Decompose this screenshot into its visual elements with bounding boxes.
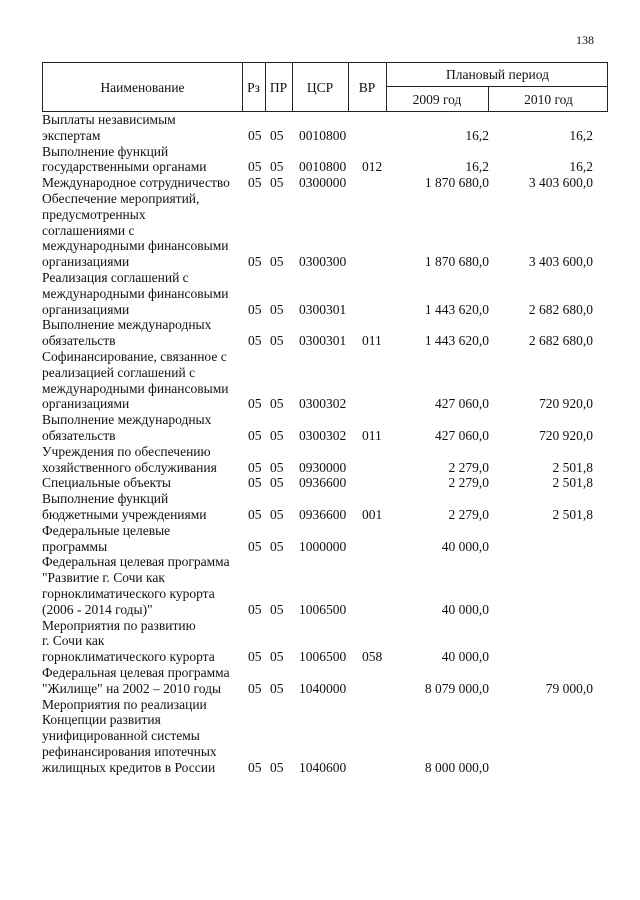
- row-rz: 05: [248, 680, 262, 696]
- row-name-line: международными финансовыми: [42, 285, 229, 301]
- row-csr: 1006500: [299, 649, 347, 665]
- row-value-2009: 40 000,0: [441, 649, 489, 665]
- row-value-2009: 8 079 000,0: [424, 680, 489, 696]
- row-name-line: "Развитие г. Сочи как: [42, 570, 165, 586]
- table-row: [0, 317, 640, 349]
- table-row: [0, 523, 640, 555]
- row-value-2010: 2 501,8: [552, 459, 593, 475]
- header-name: Наименование: [100, 80, 185, 95]
- page-number: 138: [576, 33, 594, 47]
- row-vr: 011: [362, 427, 382, 443]
- row-csr: 1006500: [299, 601, 347, 617]
- row-value-2009: 427 060,0: [435, 427, 489, 443]
- header-divider: [386, 86, 607, 87]
- row-name: [42, 475, 242, 491]
- table-row: [0, 475, 640, 491]
- header-rz: Рз: [247, 80, 260, 95]
- row-pr: 05: [270, 601, 284, 617]
- row-name-line: обязательств: [42, 333, 116, 349]
- row-value-2009: 8 000 000,0: [424, 759, 489, 775]
- row-name: [42, 697, 242, 776]
- row-name-line: рефинансирования ипотечных: [42, 743, 217, 759]
- row-value-2010: 3 403 600,0: [528, 254, 593, 270]
- row-name-line: международными финансовыми: [42, 380, 229, 396]
- row-vr: 001: [362, 506, 383, 522]
- table-row: [0, 618, 640, 665]
- row-pr: 05: [270, 649, 284, 665]
- row-name-line: организациями: [42, 254, 130, 270]
- row-rz: 05: [248, 175, 262, 191]
- row-pr: 05: [270, 759, 284, 775]
- row-name-line: горноклиматического курорта: [42, 585, 215, 601]
- row-pr: 05: [270, 475, 284, 491]
- row-name-line: Выполнение международных: [42, 412, 212, 428]
- header-period: Плановый период: [446, 67, 549, 82]
- row-pr: 05: [270, 396, 284, 412]
- row-rz: 05: [248, 254, 262, 270]
- row-rz: 05: [248, 649, 262, 665]
- row-name-line: (2006 - 2014 годы)": [42, 601, 153, 617]
- row-value-2009: 16,2: [465, 127, 489, 143]
- row-pr: 05: [270, 175, 284, 191]
- row-name-line: Выполнение функций: [42, 491, 169, 507]
- row-pr: 05: [270, 333, 284, 349]
- header-csr: ЦСР: [306, 80, 334, 95]
- row-name: [42, 317, 242, 349]
- row-name-line: международными финансовыми: [42, 238, 229, 254]
- row-pr: 05: [270, 506, 284, 522]
- row-value-2009: 427 060,0: [435, 396, 489, 412]
- row-pr: 05: [270, 538, 284, 554]
- row-name-line: бюджетными учреждениями: [42, 506, 207, 522]
- row-csr: 0300300: [299, 254, 347, 270]
- row-rz: 05: [248, 333, 262, 349]
- row-value-2010: 16,2: [569, 159, 593, 175]
- row-name: [42, 175, 242, 191]
- row-value-2010: 720 920,0: [539, 427, 593, 443]
- row-pr: 05: [270, 680, 284, 696]
- row-rz: 05: [248, 396, 262, 412]
- table-row: [0, 144, 640, 176]
- table-row: [0, 444, 640, 476]
- row-rz: 05: [248, 538, 262, 554]
- row-pr: 05: [270, 459, 284, 475]
- row-name-line: Выполнение международных: [42, 317, 212, 333]
- row-csr: 0930000: [299, 459, 347, 475]
- row-rz: 05: [248, 475, 262, 491]
- row-value-2009: 1 443 620,0: [424, 333, 489, 349]
- row-name-line: экспертам: [42, 127, 101, 143]
- row-name: [42, 665, 242, 697]
- row-name-line: горноклиматического курорта: [42, 649, 215, 665]
- table-row: [0, 112, 640, 144]
- row-csr: 0010800: [299, 127, 347, 143]
- row-name-line: Выплаты независимым: [42, 112, 176, 127]
- row-value-2010: 2 682 680,0: [528, 333, 593, 349]
- row-value-2009: 40 000,0: [441, 601, 489, 617]
- row-name: [42, 412, 242, 444]
- row-vr: 058: [362, 649, 383, 665]
- row-csr: 0300000: [299, 175, 347, 191]
- row-value-2010: 720 920,0: [539, 396, 593, 412]
- row-csr: 0010800: [299, 159, 347, 175]
- row-value-2009: 16,2: [465, 159, 489, 175]
- row-pr: 05: [270, 127, 284, 143]
- row-rz: 05: [248, 506, 262, 522]
- row-name-line: г. Сочи как: [42, 633, 105, 649]
- row-name-line: Учреждения по обеспечению: [42, 443, 211, 459]
- row-vr: 012: [362, 159, 383, 175]
- row-name-line: государственными органами: [42, 159, 207, 175]
- row-rz: 05: [248, 601, 262, 617]
- row-name-line: Специальные объекты: [42, 475, 171, 491]
- row-name-line: организациями: [42, 301, 130, 317]
- header-year-2009: 2009 год: [412, 92, 462, 107]
- row-value-2010: 2 501,8: [552, 475, 593, 491]
- table-row: [0, 554, 640, 617]
- row-value-2009: 40 000,0: [441, 538, 489, 554]
- row-value-2010: 2 501,8: [552, 506, 593, 522]
- row-name-line: хозяйственного обслуживания: [42, 459, 217, 475]
- row-name-line: предусмотренных: [42, 206, 146, 222]
- table-row: [0, 665, 640, 697]
- row-name: [42, 444, 242, 476]
- row-name-line: Концепции развития: [42, 712, 161, 728]
- row-name: [42, 554, 242, 617]
- row-csr: 0936600: [299, 475, 347, 491]
- table-body: [0, 112, 640, 776]
- row-name: [42, 349, 242, 412]
- row-pr: 05: [270, 254, 284, 270]
- row-name: [42, 144, 242, 176]
- row-name: [42, 618, 242, 665]
- row-csr: 1040000: [299, 680, 347, 696]
- row-name-line: обязательств: [42, 427, 116, 443]
- row-pr: 05: [270, 159, 284, 175]
- table-row: [0, 191, 640, 270]
- row-rz: 05: [248, 159, 262, 175]
- row-rz: 05: [248, 427, 262, 443]
- table-row: [0, 491, 640, 523]
- row-name-line: жилищных кредитов в России: [42, 759, 216, 775]
- table-header: [42, 62, 608, 112]
- row-name-line: организациями: [42, 396, 130, 412]
- row-value-2010: 16,2: [569, 127, 593, 143]
- row-name-line: Федеральные целевые: [42, 522, 171, 538]
- row-pr: 05: [270, 427, 284, 443]
- row-name: [42, 112, 242, 144]
- row-name: [42, 523, 242, 555]
- table-row: [0, 412, 640, 444]
- row-pr: 05: [270, 301, 284, 317]
- row-name-line: Софинансирование, связанное с: [42, 348, 227, 364]
- row-name-line: соглашениями с: [42, 222, 135, 238]
- row-name-line: "Жилище" на 2002 – 2010 годы: [42, 680, 222, 696]
- row-name-line: Федеральная целевая программа: [42, 554, 230, 570]
- row-csr: 0936600: [299, 506, 347, 522]
- row-csr: 0300301: [299, 333, 347, 349]
- row-csr: 0300301: [299, 301, 347, 317]
- row-value-2010: 2 682 680,0: [528, 301, 593, 317]
- row-name-line: Мероприятия по реализации: [42, 696, 207, 712]
- row-name: [42, 491, 242, 523]
- table-row: [0, 175, 640, 191]
- row-value-2010: 3 403 600,0: [528, 175, 593, 191]
- row-value-2009: 2 279,0: [448, 459, 489, 475]
- row-vr: 011: [362, 333, 382, 349]
- row-csr: 0300302: [299, 427, 347, 443]
- row-name-line: программы: [42, 538, 108, 554]
- row-csr: 1000000: [299, 538, 347, 554]
- row-rz: 05: [248, 127, 262, 143]
- row-name: [42, 191, 242, 270]
- row-value-2009: 1 870 680,0: [424, 175, 489, 191]
- table-row: [0, 349, 640, 412]
- row-rz: 05: [248, 301, 262, 317]
- table-row: [0, 270, 640, 317]
- table-row: [0, 697, 640, 776]
- row-csr: 1040600: [299, 759, 347, 775]
- row-value-2010: 79 000,0: [545, 680, 593, 696]
- row-rz: 05: [248, 459, 262, 475]
- row-csr: 0300302: [299, 396, 347, 412]
- header-pr: ПР: [269, 80, 288, 95]
- row-value-2009: 2 279,0: [448, 475, 489, 491]
- row-name-line: реализацией соглашений с: [42, 364, 196, 380]
- row-value-2009: 1 870 680,0: [424, 254, 489, 270]
- row-name-line: Международное сотрудничество: [42, 175, 230, 191]
- row-value-2009: 1 443 620,0: [424, 301, 489, 317]
- row-rz: 05: [248, 759, 262, 775]
- row-name-line: Обеспечение мероприятий,: [42, 190, 200, 206]
- row-name-line: Выполнение функций: [42, 143, 169, 159]
- row-value-2009: 2 279,0: [448, 506, 489, 522]
- header-vr: ВР: [358, 80, 376, 95]
- row-name-line: Федеральная целевая программа: [42, 664, 230, 680]
- row-name: [42, 270, 242, 317]
- row-name-line: Мероприятия по развитию: [42, 617, 196, 633]
- row-name-line: унифицированной системы: [42, 728, 200, 744]
- header-year-2010: 2010 год: [524, 92, 573, 107]
- row-name-line: Реализация соглашений с: [42, 269, 189, 285]
